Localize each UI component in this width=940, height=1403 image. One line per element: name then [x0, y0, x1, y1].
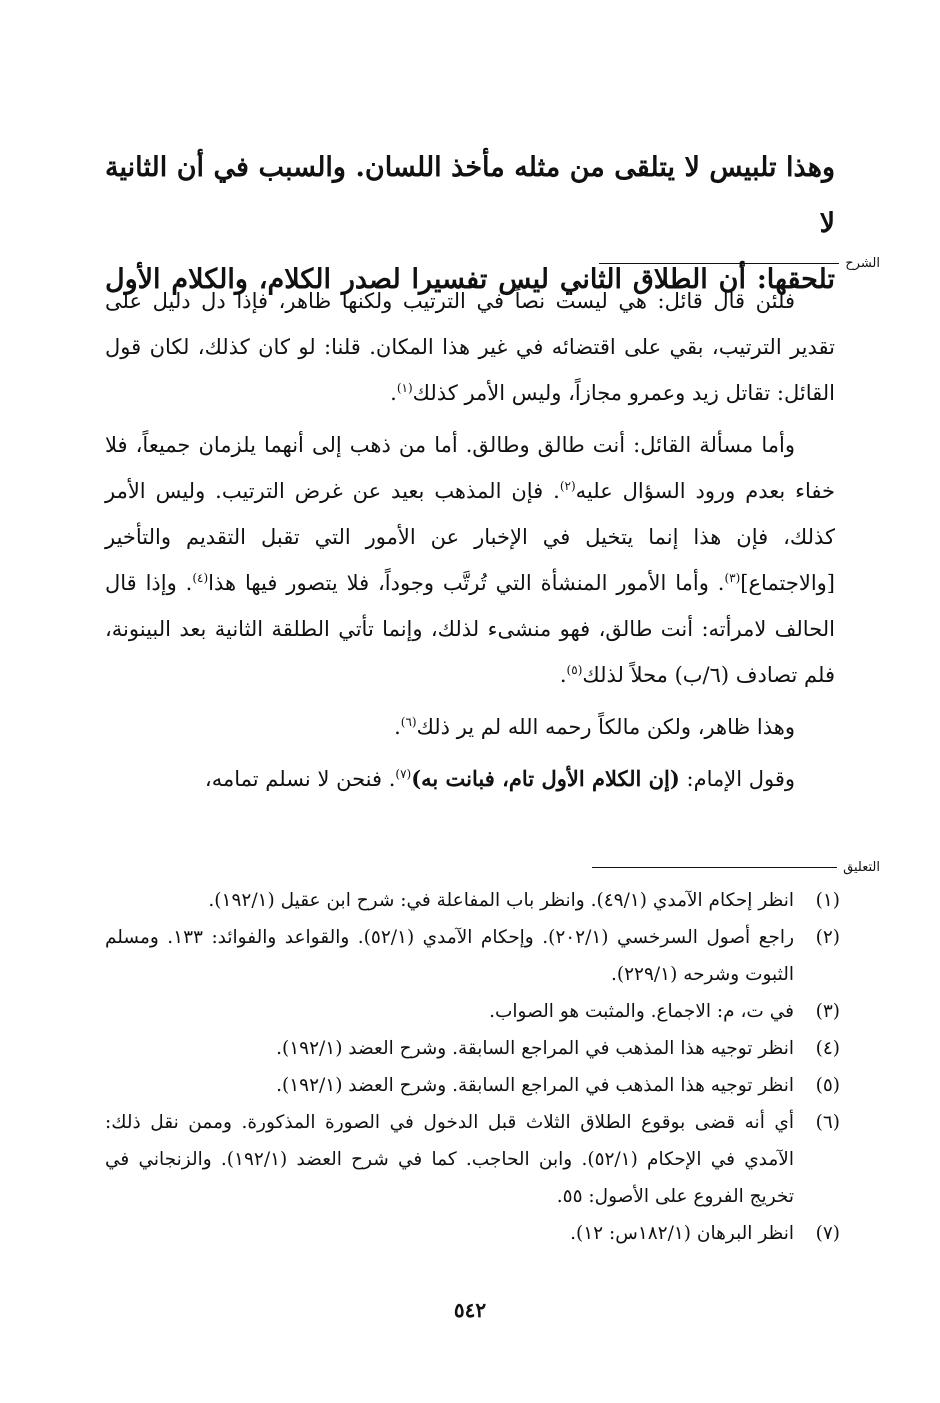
sharh-paragraph-1 [105, 278, 835, 416]
sharh-p2-text-d: . وإذا قال الحالف لامرأته: أنت طالق، فهو منشىء لذلك، وإنما تأتي الطلقة الثانية بعد البينونة، فلم تصادف (٦/ب) محلاً لذلك [105, 571, 835, 687]
footnote-number: (٢) [815, 927, 840, 948]
sharh-p2-text-c: . وأما الأمور المنشأة التي تُرتَّب وجوداً، فلا يتصور فيها هذا [208, 571, 725, 595]
matn-line-1: وهذا تلبيس لا يتلقى من مثله مأخذ اللسان. والسبب في أن الثانية لا [105, 152, 835, 239]
sharh-divider [599, 256, 880, 270]
footnote-number: (٧) [815, 1223, 840, 1244]
footnote-number: (١) [815, 890, 840, 911]
sharh-rule [599, 263, 839, 264]
footnote-number: (٥) [815, 1075, 840, 1096]
footnote-number: (٤) [815, 1038, 840, 1059]
footnote-text: انظر البرهان (١٨٢/١س: ١٢). [570, 1223, 794, 1244]
sharh-paragraph-4 [105, 756, 835, 802]
footnote-ref: (٢) [559, 479, 576, 493]
sharh-p3-end: . [394, 715, 401, 739]
footnote-ref: (١) [396, 381, 413, 395]
footnote-text: انظر توجيه هذا المذهب في المراجع السابقة. وشرح العضد (١٩٢/١). [276, 1038, 794, 1059]
page-number: ٥٤٢ [453, 1298, 487, 1322]
footnote-text: في ت، م: الاجماع. والمثبت هو الصواب. [489, 1001, 794, 1022]
footnotes [105, 882, 840, 1252]
footnote [105, 1104, 840, 1215]
footnote [105, 1067, 840, 1104]
footnote-text: أي أنه قضى بوقوع الطلاق الثلاث قبل الدخول في الصورة المذكورة. وممن نقل ذلك: الآمدي في الإحكام (٥٢/١). وابن الحاجب. كما في شرح العضد (١٩٢/١). والزنجاني في تخريج الفروع على الأصول: ٥٥. [105, 1112, 794, 1207]
sharh-p4-text-b: . فنحن لا نسلم تمامه، [204, 767, 396, 791]
sharh-p2-end: . [559, 663, 567, 687]
sharh-paragraph-3 [105, 704, 835, 750]
footnote-ref: (٥) [566, 663, 583, 677]
sharh-p1-text: فلئن قال قائل: هي ليست نصاً في الترتيب ولكنها ظاهر، فإذا دل دليل على تقدير الترتيب، بقي على اقتضائه في غير هذا المكان. قلنا: لو كان كذلك، لكان قول القائل: تقاتل زيد وعمرو مجازاً، وليس الأمر كذلك [105, 289, 835, 405]
footnote [105, 1215, 840, 1252]
sharh-paragraph-2 [105, 422, 835, 698]
sharh-p4-text-a: وقول الإمام: [679, 767, 795, 791]
sharh-text [105, 278, 835, 808]
footnote-text: راجع أصول السرخسي (٢٠٢/١). وإحكام الآمدي (٥٢/١). والقواعد والفوائد: ١٣٣. ومسلم الثبوت وشرحه (٢٢٩/١). [105, 927, 795, 985]
footnote [105, 993, 840, 1030]
footnote-ref: (٧) [395, 767, 412, 781]
sharh-p1-end: . [390, 381, 397, 405]
footnote-number: (٣) [815, 1001, 840, 1022]
sharh-p3-text: وهذا ظاهر، ولكن مالكاً رحمه الله لم ير ذلك [416, 715, 795, 739]
footnote-ref: (٤) [192, 571, 209, 585]
matn-line-2: تلحقها: أن الطلاق الثاني ليس تفسيرا لصدر الكلام، والكلام الأول [105, 264, 835, 295]
footnote-ref: (٦) [400, 715, 417, 729]
footnote-ref: (٣) [724, 571, 741, 585]
taliq-rule [592, 867, 837, 868]
footnote-text: انظر توجيه هذا المذهب في المراجع السابقة. وشرح العضد (١٩٢/١). [276, 1075, 794, 1096]
sharh-p4-quote: (إن الكلام الأول تام، فبانت به) [411, 766, 680, 791]
sharh-p2-text-b: . فإن المذهب بعيد عن غرض الترتيب. وليس الأمر كذلك، فإن هذا إنما يتخيل في الإخبار عن الأمور التي تقبل التقديم والتأخير [والاجتماع] [105, 479, 835, 595]
sharh-p2-text-a: وأما مسألة القائل: أنت طالق وطالق. أما من ذهب إلى أنهما يلزمان جميعاً، فلا خفاء بعدم ورود السؤال عليه [105, 433, 835, 503]
sharh-label: الشرح [845, 255, 880, 271]
footnote-number: (٦) [815, 1112, 840, 1133]
footnote [105, 1030, 840, 1067]
footnote [105, 882, 840, 919]
footnote [105, 919, 840, 993]
footnote-text: انظر إحكام الآمدي (٤٩/١). وانظر باب المفاعلة في: شرح ابن عقيل (١٩٢/١). [208, 890, 794, 911]
taliq-divider [592, 860, 880, 874]
taliq-label: التعليق [843, 859, 880, 875]
